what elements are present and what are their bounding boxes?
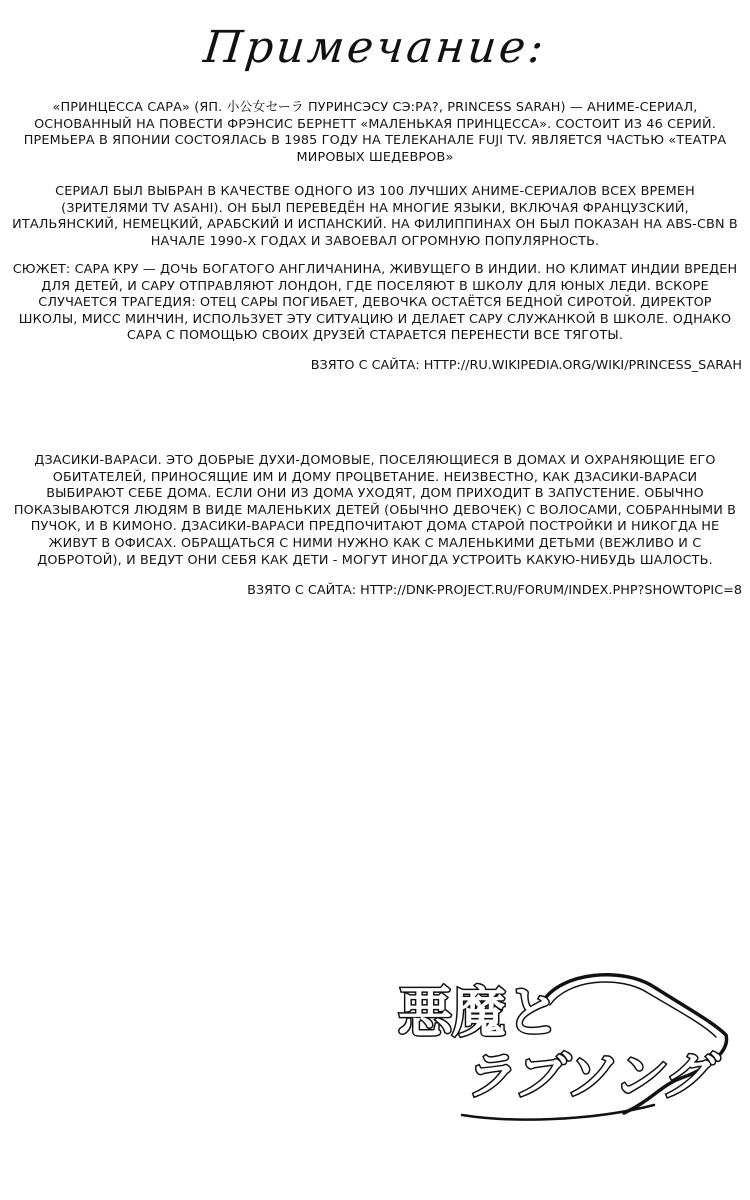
paragraph-plot: СЮЖЕТ: САРА КРУ — ДОЧЬ БОГАТОГО АНГЛИЧАНИНА, ЖИВУЩЕГО В ИНДИИ. НО КЛИМАТ ИНДИИ ВРЕДЕН ДЛЯ ДЕТЕЙ, И САРУ ОТПРАВЛЯЮТ ЛОНДОН, ГДЕ ПОСЕЛЯЮТ В ШКОЛУ ДЛЯ ЮНЫХ ЛЕДИ. ВСКОРЕ СЛУЧАЕТСЯ ТРАГЕДИЯ: ОТЕЦ САРЫ ПОГИБАЕТ, ДЕВОЧКА ОСТАЁТСЯ БЕДНОЙ СИРОТОЙ. ДИРЕКТОР ШКОЛЫ, МИСС МИНЧИН, ИСПОЛЬЗУЕТ ЭТУ СИТУАЦИЮ И ДЕЛАЕТ САРУ СЛУЖАНКОЙ В ШКОЛЕ. ОДНАКО САРА С ПОМОЩЬЮ СВОИХ ДРУЗЕЙ СТАРАЕТСЯ ПЕРЕНЕСТИ ВСЕ ТЯГОТЫ. — [12, 262, 738, 344]
logo-line-one: 悪魔と — [398, 980, 560, 1044]
source-dnk-project: ВЗЯТО С САЙТА: HTTP://DNK-PROJECT.RU/FORUM/INDEX.PHP?SHOWTOPIC=8 — [247, 583, 742, 598]
page-title: Примечание: — [201, 22, 549, 73]
source-wikipedia: ВЗЯТО С САЙТА: HTTP://RU.WIKIPEDIA.ORG/WIKI/PRINCESS_SARAH — [310, 358, 742, 373]
logo-line-two: ラブソング — [462, 1046, 711, 1105]
note-princess-sarah-overview — [12, 100, 738, 166]
paragraph-overview: «ПРИНЦЕССА САРА» (ЯП. 小公女セーラ ПУРИНСЭСУ СЭ:РА?, PRINCESS SARAH) — АНИМЕ-СЕРИАЛ, ОСНОВАННЫЙ НА ПОВЕСТИ ФРЭНСИС БЕРНЕТТ «МАЛЕНЬКАЯ ПРИНЦЕССА». СОСТОИТ ИЗ 46 СЕРИЙ. ПРЕМЬЕРА В ЯПОНИИ СОСТОЯЛАСЬ В 1985 ГОДУ НА ТЕЛЕКАНАЛЕ FUJI TV. ЯВЛЯЕТСЯ ЧАСТЬЮ «ТЕАТРА МИРОВЫХ ШЕДЕВРОВ» — [23, 100, 727, 165]
paragraph-popularity: СЕРИАЛ БЫЛ ВЫБРАН В КАЧЕСТВЕ ОДНОГО ИЗ 100 ЛУЧШИХ АНИМЕ-СЕРИАЛОВ ВСЕХ ВРЕМЕН (ЗРИТЕЛЯМИ TV ASAHI). ОН БЫЛ ПЕРЕВЕДЁН НА МНОГИЕ ЯЗЫКИ, ВКЛЮЧАЯ ФРАНЦУЗСКИЙ, ИТАЛЬЯНСКИЙ, НЕМЕЦКИЙ, АРАБСКИЙ И ИСПАНСКИЙ. НА ФИЛИППИНАХ ОН БЫЛ ПОКАЗАН НА ABS-CBN В НАЧАЛЕ 1990-Х ГОДАХ И ЗАВОЕВАЛ ОГРОМНУЮ ПОПУЛЯРНОСТЬ. — [12, 184, 738, 249]
paragraph-zashiki-warashi: ДЗАСИКИ-ВАРАСИ. ЭТО ДОБРЫЕ ДУХИ-ДОМОВЫЕ, ПОСЕЛЯЮЩИЕСЯ В ДОМАХ И ОХРАНЯЮЩИЕ ЕГО ОБИТАТЕЛЕЙ, ПРИНОСЯЩИЕ ИМ И ДОМУ ПРОЦВЕТАНИЕ. НЕИЗВЕСТНО, КАК ДЗАСИКИ-ВАРАСИ ВЫБИРАЮТ СЕБЕ ДОМА. ЕСЛИ ОНИ ИЗ ДОМА УХОДЯТ, ДОМ ПРИХОДИТ В ЗАПУСТЕНИЕ. ОБЫЧНО ПОКАЗЫВАЮТСЯ ЛЮДЯМ В ВИДЕ МАЛЕНЬКИХ ДЕТЕЙ (ОБЫЧНО ДЕВОЧЕК) С ВОЛОСАМИ, СОБРАННЫМИ В ПУЧОК, И В КИМОНО. ДЗАСИКИ-ВАРАСИ ПРЕДПОЧИТАЮТ ДОМА СТАРОЙ ПОСТРОЙКИ И НИКОГДА НЕ ЖИВУТ В ОФИСАХ. ОБРАЩАТЬСЯ С НИМИ НУЖНО КАК С МАЛЕНЬКИМИ ДЕТЬМИ (ВЕЖЛИВО И С ДОБРОТОЙ), И ВЕДУТ ОНИ СЕБЯ КАК ДЕТИ - МОГУТ ИНОГДА УСТРОИТЬ КАКУЮ-НИБУДЬ ШАЛОСТЬ. — [13, 453, 737, 568]
logo-graphic — [392, 965, 734, 1125]
note-princess-sarah-popularity — [12, 184, 738, 250]
note-princess-sarah-plot — [12, 262, 738, 345]
series-logo — [392, 965, 734, 1125]
logo-underline-swoosh — [462, 1105, 654, 1120]
note-zashiki-warashi — [12, 453, 738, 569]
